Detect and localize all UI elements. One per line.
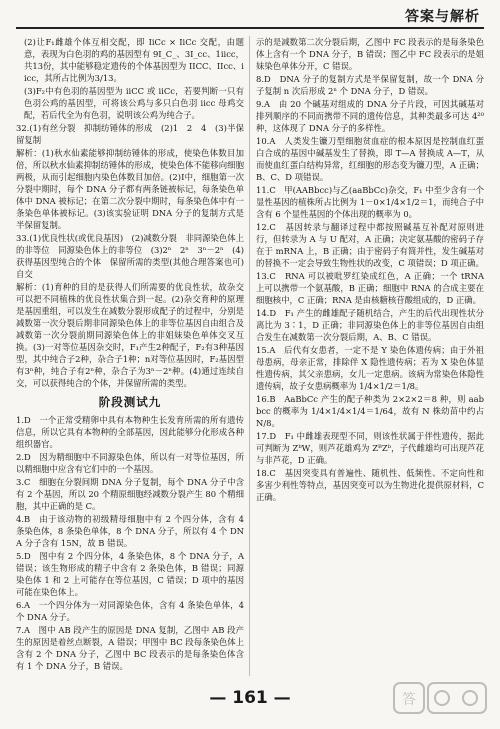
right-column	[256, 36, 484, 676]
answer-paragraph: (3)F₂中有色羽的基因型为 iiCC 或 iiCc，若要判断一只有色羽公鸡的基因型，可将该公鸡与多只白色羽 iicc 母鸡交配，若后代全为有色羽，说明该公鸡为纯合子。	[24, 86, 244, 120]
answer-paragraph: 3.C 细胞在分裂间期 DNA 分子复制，每个 DNA 分子中含有 2 个基因，所以 20 个精原细胞经减数分裂产生 80 个精细胞，其中正确的是 C。	[16, 477, 244, 511]
answer-paragraph: 13.C RNA 可以被吡罗红染成红色，A 正确；一个 tRNA 上可以携带一个氨基酸，B 正确；细胞中 RNA 的合成主要在细胞核中，C 正确；RNA 是由核糖核苷酸组成的，D 正确。	[256, 271, 484, 305]
answer-paragraph: 2.D 因为精细胞中不同源染色体，所以有一对等位基因，所以精细胞中应含有它们中的一个基因。	[16, 452, 244, 474]
answer-paragraph: 5.D 图中有 2 个四分体，4 条染色体，8 个 DNA 分子，A 错误；该生物形成的精子中含有 2 条染色体，B 错误；同源染色体 1 和 2 上可能存在等位基因，C 错误；D 项中的基因可能在染色体上。	[16, 551, 244, 597]
answer-paragraph: 1.D 一个正常受精卵中具有本物种生长发育所需的所有遗传信息，所以它具有本物种的全部基因，因此能够分化形成各种组织器官。	[16, 415, 244, 449]
left-column	[16, 36, 253, 676]
answer-paragraph: 11.C 甲(AABbcc)与乙(aaBbCc)杂交，F₁ 中至少含有一个显性基因的植株所占比例为 1－0×1/4×1/2＝1，而纯合子中含有 6 个显性基因的个体出现的概率为 0。	[256, 185, 484, 219]
answer-paragraph: 32.(1)有丝分裂 抑制纺锤体的形成 (2)1 2 4 (3)半保留复制	[16, 123, 244, 145]
content-columns	[16, 36, 484, 676]
answer-paragraph: 9.A 由 20 个碱基对组成的 DNA 分子片段，可因其碱基对排列顺序的不同而携带不同的遗传信息，其种类最多可达 4²⁰ 种，这体现了 DNA 分子的多样性。	[256, 99, 484, 133]
answer-paragraph: 17.D F₁ 中雌雄表现型不同，则该性状属于伴性遗传，据此可判断为 ZᵇW，则芦花雄鸡为 ZᴮZᵇ，子代雌雄均可出现芦花与非芦花，D 正确。	[256, 431, 484, 465]
answer-paragraph: 33.(1)优良性状(或优良基因) (2)减数分裂 非同源染色体上的非等位 同源染色体上的非等位 (3)2ⁿ 2ⁿ 3ⁿ－2ⁿ (4)获得基因型纯合的个体 保留所需的类型(其他合理答案也可) 自交	[16, 233, 253, 279]
answer-paragraph: 8.D DNA 分子的复制方式是半保留复制，故一个 DNA 分子复制 n 次后形成 2ⁿ 个 DNA 分子，D 错误。	[256, 74, 484, 96]
answer-paragraph: 14.D F₁ 产生的雌雄配子随机结合，产生的后代出现性状分离比为 3∶1，D 正确；非同源染色体上的非等位基因自由组合发生在减数第一次分裂后期，A、B、C 错误。	[256, 308, 484, 342]
answer-paragraph: 7.A 图中 AB 段产生的原因是 DNA 复制，乙图中 AB 段产生的原因是着丝点断裂，A 错误；甲图中 BC 段每条染色体上含有 2 个 DNA 分子，乙图中 BC 段表示的是每条染色体含有 1 个 DNA 分子，B 错误。	[16, 625, 244, 671]
answer-paragraph: (2)让F₁雌雄个体互相交配，即 IiCc × IiCc 交配，由题意，表现为白色羽的鸡的基因型有 9I_C_、3I_cc、1iicc，共13份，其中能够稳定遗传的个体基因型为 IICC、IIcc、iicc，其所占比例为3/13。	[24, 37, 244, 83]
answer-paragraph: 4.B 由于该动物的初级精母细胞中有 2 个四分体，含有 4 条染色体，8 条染色单体，8 个 DNA 分子，所以有 4 个 DNA 分子含有 15N，故 B 错误。	[16, 514, 244, 548]
answer-paragraph: 10.A 人类发生镰刀型细胞贫血症的根本原因是控制血红蛋白合成的基因中碱基发生了替换，即 T—A 替换成 A—T，从而使血红蛋白结构异常，红细胞的形态变为镰刀型，A 正确；B、C、D 项错误。	[256, 136, 484, 182]
answer-paragraph: 16.B AaBbCc 产生的配子种类为 2×2×2＝8 种，则 aabbcc 的概率为 1/4×1/4×1/4＝1/64，故有 N 株幼苗中约占 N/8。	[256, 394, 484, 428]
answer-paragraph: 示的是减数第二次分裂后期，乙图中 FC 段表示的是每条染色体上含有一个 DNA 分子，B 错误；图乙中 FC 段表示的是姐妹染色单体分开，C 错误。	[256, 37, 484, 71]
svg-text:答: 答	[402, 692, 416, 708]
watermark-logo-icon	[392, 679, 488, 719]
answer-paragraph: 18.C 基因突变具有普遍性、随机性、低频性、不定向性和多害少利性等特点，基因突变可以为生物进化提供原材料，C 正确。	[256, 468, 484, 502]
header-rule	[16, 27, 484, 29]
section-title: 阶段测试九	[98, 395, 162, 409]
answer-paragraph: 15.A 后代有女患者，一定不是 Y 染色体遗传病；由于外祖母患病，母亲正常，排除伴 X 隐性遗传病；若为 X 染色体显性遗传病，其父亲患病，女儿一定患病。该病为常染色体隐性遗传病，故子女患病概率为 1/4×1/2＝1/8。	[256, 345, 484, 391]
answer-paragraph: 12.C 基因转录与翻译过程中都按照碱基互补配对原则进行，但转录为 A 与 U 配对，A 正确；决定氨基酸的密码子存在于 mRNA 上，B 正确；由于密码子有简并性，发生碱基对的替换不一定会导致生物性状的改变，C 项错误；D 项正确。	[256, 222, 484, 268]
page-header	[0, 0, 500, 30]
analysis-paragraph: 解析：(1)育种的目的是获得人们所需要的优良性状，故杂交可以把不同植株的优良性状集合到一起。(2)杂交育种的原理是基因重组，可以发生在减数分裂形成配子的过程中，分别是减数第一次分裂后期非同源染色体上的非等位基因自由组合及减数第一次分裂前期同源染色体上的非姐妹染色单体交叉互换。(3)一对等位基因杂交时，F₁产生2种配子，F₂有3种基因型，其中纯合子2种，杂合子1种；n对等位基因时，F₂基因型有3ⁿ种，纯合子有2ⁿ种，杂合子为3ⁿ－2ⁿ种。(4)通过连续自交，可以获得纯合的个体，并保留所需的类型。	[16, 282, 244, 388]
page-number: — 161 —	[209, 688, 291, 708]
answer-paragraph: 6.A 一个四分体为一对同源染色体，含有 4 条染色单体，4 个 DNA 分子。	[16, 600, 244, 622]
analysis-paragraph: 解析：(1)秋水仙素能够抑制纺锤体的形成，使染色体数目加倍，所以秋水仙素抑制纺锤体的形成，使染色体不能移向细胞两极，从而引起细胞内染色体数目加倍。(2)Ⅰ中，细胞第一次分裂中期时，每个 DNA 分子都有两条链被标记，每条染色单体中 DNA 被标记；在第二次分裂中期时，每条染色体中有一条染色单体被标记。(3)该实验证明 DNA 分子的复制方式是半保留复制。	[16, 148, 244, 230]
header-title: 答案与解析	[405, 9, 480, 25]
